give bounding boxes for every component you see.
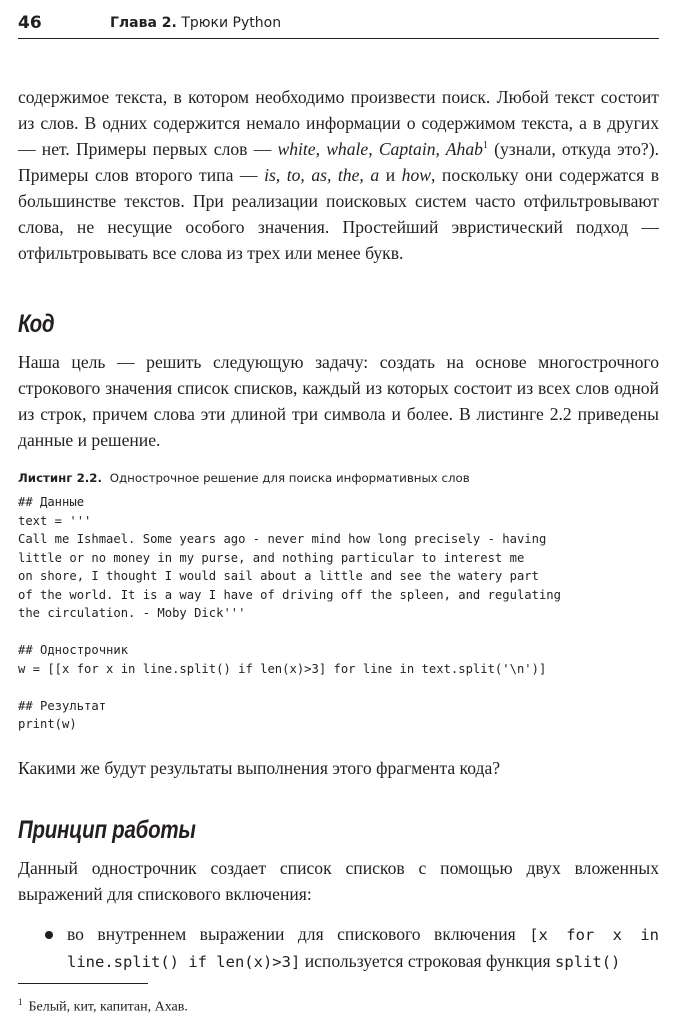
intro-text-4: , поскольку они содержатся в большинстве текстов. При реализации поисковых систем часто отфильтровывают слова, не несущие особого значения. Простейший эвристический подход — отфильтровывать все слова из трех или менее букв. xyxy=(18,165,659,263)
footnote-ref: 1 xyxy=(482,140,488,152)
bullet-text-2: используется строковая функция xyxy=(300,951,556,971)
how-section-paragraph: Данный однострочник создает список списков с помощью двух вложенных выражений для спискового включения: xyxy=(18,858,659,904)
chapter-label: Глава 2. xyxy=(110,15,177,31)
chapter-title xyxy=(110,15,281,31)
list-item xyxy=(47,921,659,975)
intro-examples-1: white, whale, Captain, Ahab xyxy=(277,139,483,159)
footnote-text: Белый, кит, капитан, Ахав. xyxy=(28,999,188,1015)
running-header xyxy=(18,12,659,39)
inline-code-2: split() xyxy=(555,953,621,971)
code-listing: ## Данные text = ''' Call me Ishmael. Some years ago - never mind how long precisely - having little or no money in my purse, and nothing particular to interest me on shore, I thought I would sail about a little and see the watery part of the world. It is a way I have of driving off the spleen, and regulating the circulation. - Moby Dick''' ## Однострочник w = [[x for x in line.split() if len(x)>3] for line in text.split('\n')] ## Результат print(w) xyxy=(18,495,561,731)
intro-paragraph xyxy=(18,84,659,266)
listing-label: Листинг 2.2. xyxy=(18,471,102,485)
bullet-icon xyxy=(45,931,53,939)
section-heading-how-it-works: Принцип работы xyxy=(18,816,196,844)
inline-code-1: [x for x in line.split() if len(x)>3] xyxy=(67,926,659,971)
listing-title: Однострочное решение для поиска информативных слов xyxy=(109,471,470,485)
listing-caption xyxy=(18,471,659,485)
intro-text-1: содержимое текста, в котором необходимо произвести поиск. Любой текст состоит из слов. В одних содержится немало информации о содержимом текста, а в других — нет. Примеры первых слов — xyxy=(18,87,659,159)
footnote xyxy=(18,997,188,1016)
intro-text-3: и xyxy=(379,165,402,185)
intro-examples-3: how xyxy=(401,165,431,185)
question-paragraph: Какими же будут результаты выполнения этого фрагмента кода? xyxy=(18,758,501,778)
section-heading-code: Код xyxy=(18,310,55,338)
intro-examples-2: is, to, as, the, a xyxy=(264,165,380,185)
footnote-number: 1 xyxy=(18,997,23,1007)
code-section-paragraph: Наша цель — решить следующую задачу: создать на основе многострочного строкового значения список списков, каждый из которых состоит из всех слов одной из строк, причем слова эти длиной три символа и более. В листинге 2.2 приведены данные и решение. xyxy=(18,352,659,450)
footnote-divider xyxy=(18,983,148,984)
page-number: 46 xyxy=(18,13,42,33)
intro-text-2: (узнали, откуда это?). Примеры слов второго типа — xyxy=(18,139,659,185)
list-item-text xyxy=(67,921,659,975)
bullet-text-1: во внутреннем выражении для спискового включения xyxy=(67,924,530,944)
chapter-name: Трюки Python xyxy=(181,15,282,31)
